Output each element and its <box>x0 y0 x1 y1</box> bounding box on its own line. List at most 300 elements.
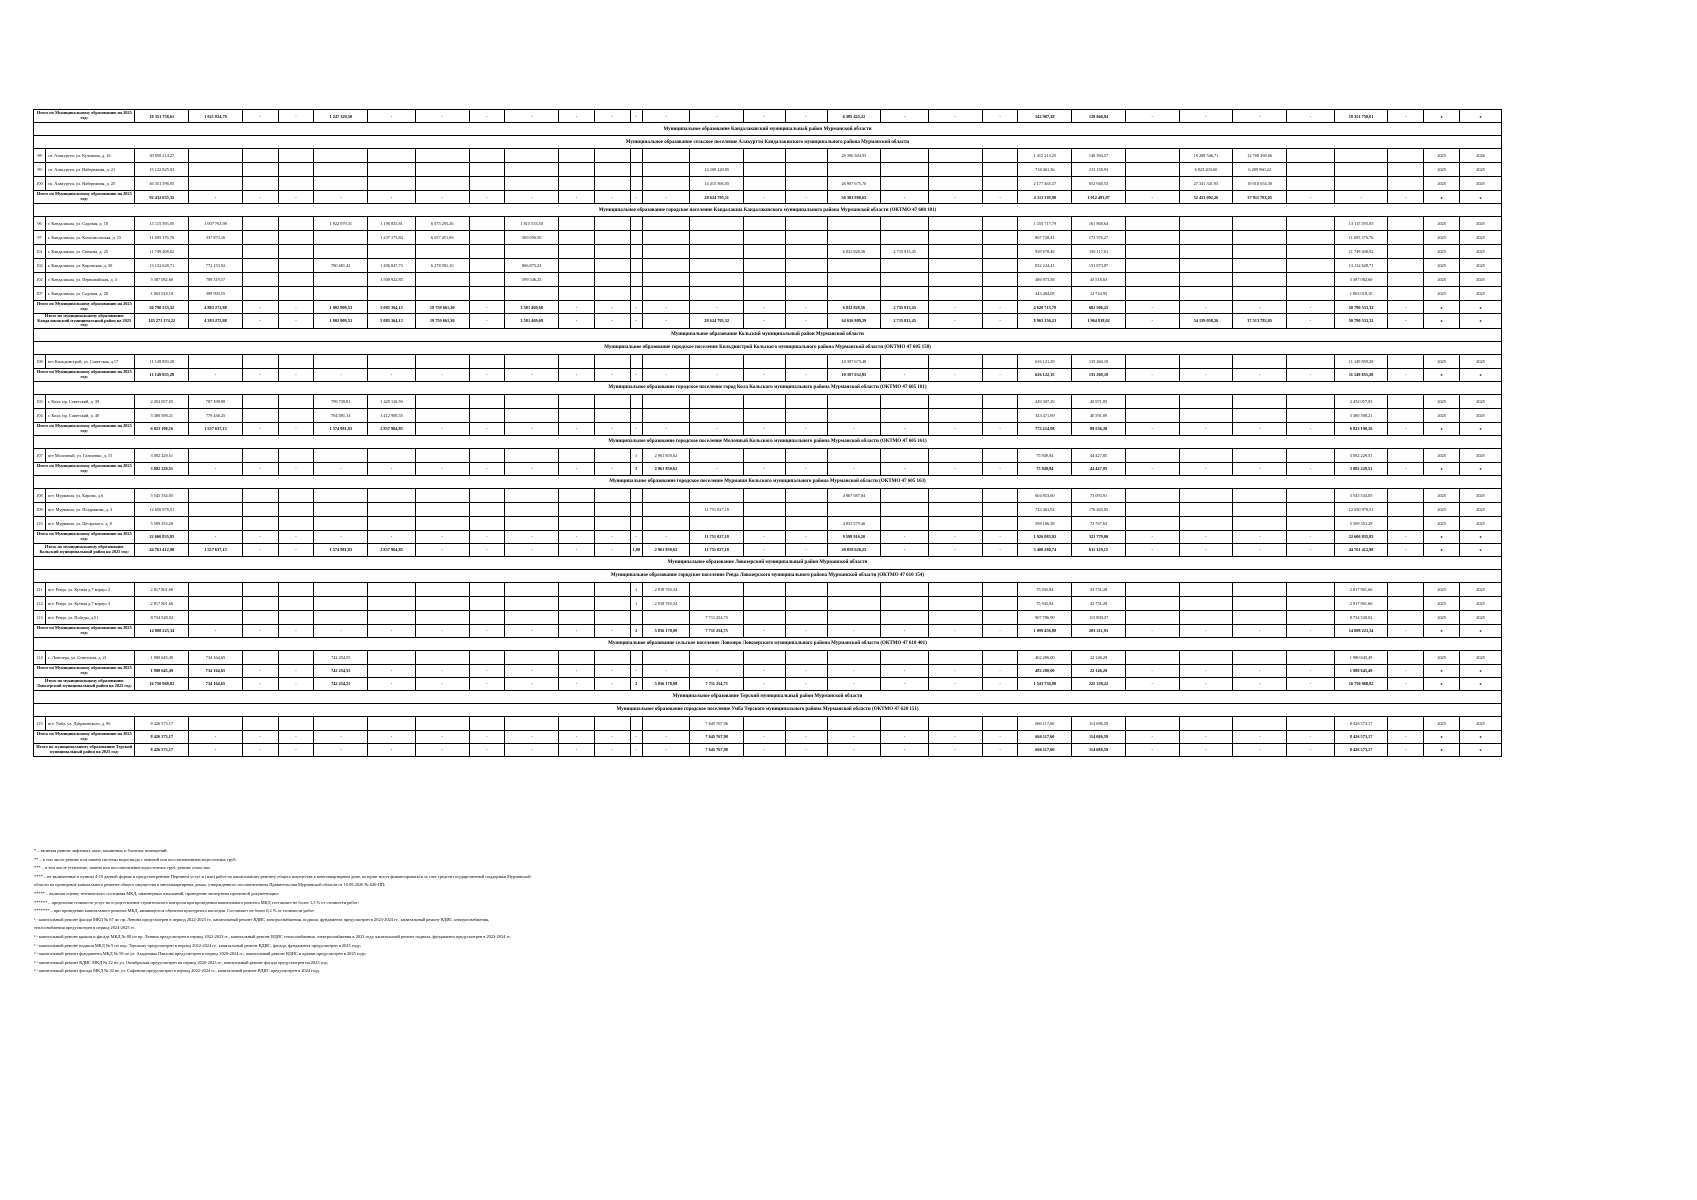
value-cell: - <box>594 368 630 381</box>
value-cell <box>278 217 314 231</box>
value-cell: х <box>1460 110 1502 123</box>
value-cell <box>1125 488 1179 502</box>
value-cell: - <box>278 677 314 690</box>
value-cell: 11 149 859,28 <box>1334 354 1388 368</box>
value-cell: 5 380 398,21 <box>1334 408 1388 422</box>
value-cell <box>314 448 368 462</box>
subtotal-row <box>34 314 1502 329</box>
value-cell <box>1388 516 1424 530</box>
value-cell <box>630 287 642 301</box>
value-cell: 2025 <box>1460 516 1502 530</box>
value-cell <box>928 408 982 422</box>
value-cell: х <box>1460 462 1502 475</box>
value-cell <box>827 502 881 516</box>
value-cell <box>827 448 881 462</box>
value-cell: 907 786,90 <box>1018 610 1072 624</box>
value-cell <box>881 273 929 287</box>
value-cell <box>744 596 786 610</box>
value-cell: 1 012 493,97 <box>1072 191 1126 204</box>
value-cell <box>314 610 368 624</box>
subtotal-label: Итого по муниципальному образованию Терский муниципальный район на 2025 год: <box>34 743 135 756</box>
value-cell: 789 319,57 <box>189 273 243 287</box>
value-cell <box>1388 163 1424 177</box>
value-cell <box>1125 354 1179 368</box>
value-cell: 3 082 229,51 <box>1334 448 1388 462</box>
value-cell: 43 751,28 <box>1072 582 1126 596</box>
value-cell <box>368 596 416 610</box>
value-cell: - <box>744 191 786 204</box>
value-cell: 11 149 855,28 <box>1334 368 1388 381</box>
table-row <box>34 516 1502 530</box>
subtotal-label: Итого по Муниципальному образованию на 2025 год: <box>34 664 135 677</box>
value-cell: 75 949,84 <box>1018 462 1072 475</box>
value-cell <box>559 394 595 408</box>
value-cell: - <box>1125 530 1179 543</box>
row-number-cell: 108 <box>34 354 46 368</box>
value-cell: - <box>1125 191 1179 204</box>
table-row <box>34 245 1502 259</box>
value-cell: 2025 <box>1460 177 1502 191</box>
value-cell <box>881 394 929 408</box>
value-cell: - <box>594 422 630 435</box>
value-cell: - <box>278 730 314 743</box>
value-cell <box>594 408 630 422</box>
value-cell: 6 289 960,22 <box>1233 163 1287 177</box>
value-cell <box>1125 610 1179 624</box>
value-cell: - <box>278 422 314 435</box>
value-cell <box>505 650 559 664</box>
value-cell <box>827 217 881 231</box>
value-cell: 46 351 596,05 <box>135 177 189 191</box>
value-cell: - <box>982 462 1018 475</box>
value-cell: - <box>1388 530 1424 543</box>
value-cell: - <box>314 530 368 543</box>
subtotal-row <box>34 624 1502 637</box>
value-cell: - <box>278 530 314 543</box>
value-cell: 939 678,48 <box>1018 245 1072 259</box>
value-cell: - <box>785 110 827 123</box>
value-cell <box>827 259 881 273</box>
value-cell: х <box>1460 314 1502 329</box>
value-cell: 7 711 254,75 <box>690 624 744 637</box>
value-cell: 12 650 978,51 <box>135 502 189 516</box>
value-cell: 2025 <box>1460 394 1502 408</box>
value-cell <box>1125 217 1179 231</box>
value-cell: 2025 <box>1424 716 1460 730</box>
value-cell <box>1179 394 1233 408</box>
value-cell <box>1388 149 1424 163</box>
value-cell <box>744 582 786 596</box>
value-cell <box>690 582 744 596</box>
value-cell <box>785 582 827 596</box>
value-cell <box>314 596 368 610</box>
value-cell <box>1388 610 1424 624</box>
value-cell: 2 <box>630 677 642 690</box>
value-cell: - <box>1179 301 1233 314</box>
value-cell: 150 117,61 <box>1072 245 1126 259</box>
value-cell: 176 265,85 <box>1072 502 1126 516</box>
value-cell <box>594 259 630 273</box>
section-title: Муниципальное образование городское поселение Молочный Кольского муниципального района Мурманской области (ОКТМО 47 605 161) <box>34 435 1502 448</box>
value-cell: 5 545 534,05 <box>135 488 189 502</box>
value-cell: 2 961 850,62 <box>642 543 690 556</box>
value-cell: 11 751 027,18 <box>690 543 744 556</box>
value-cell <box>785 163 827 177</box>
value-cell <box>314 716 368 730</box>
value-cell: - <box>278 301 314 314</box>
value-cell: 1 237 173,84 <box>368 231 416 245</box>
value-cell <box>1125 231 1179 245</box>
value-cell <box>415 516 469 530</box>
value-cell: 2 837 904,85 <box>368 543 416 556</box>
value-cell <box>559 582 595 596</box>
value-cell: - <box>744 664 786 677</box>
value-cell: 2025 <box>1424 502 1460 516</box>
row-number-cell: 109 <box>34 502 46 516</box>
value-cell: - <box>559 530 595 543</box>
value-cell: 37 911 783,05 <box>1233 191 1287 204</box>
value-cell: 6 575 295,26 <box>415 217 469 231</box>
value-cell <box>785 287 827 301</box>
footnote-line: теплоснабжения предусмотрен в период 2024-2025 гг. <box>34 925 135 931</box>
value-cell: - <box>690 664 744 677</box>
value-cell <box>368 502 416 516</box>
value-cell <box>314 354 368 368</box>
value-cell: - <box>827 730 881 743</box>
address-cell: пгт. Мурмаши, ул. Позднякова, д. 3 <box>45 502 135 516</box>
value-cell: 1 099 456,88 <box>1018 624 1072 637</box>
value-cell <box>642 610 690 624</box>
value-cell <box>1334 177 1388 191</box>
value-cell: - <box>642 530 690 543</box>
value-cell: 1 980 645,49 <box>135 664 189 677</box>
value-cell: 2025 <box>1424 163 1460 177</box>
value-cell: 13 115 595,05 <box>1334 217 1388 231</box>
row-number-cell: 110 <box>34 516 46 530</box>
value-cell: - <box>242 530 278 543</box>
value-cell <box>415 273 469 287</box>
value-cell: - <box>1233 624 1287 637</box>
value-cell <box>1125 163 1179 177</box>
value-cell: - <box>1179 743 1233 756</box>
value-cell: - <box>189 624 243 637</box>
value-cell: - <box>415 462 469 475</box>
value-cell: 7 711 254,75 <box>690 677 744 690</box>
value-cell: 8 426 573,17 <box>135 743 189 756</box>
value-cell <box>415 596 469 610</box>
value-cell <box>278 610 314 624</box>
value-cell: 1 425 116,59 <box>368 394 416 408</box>
value-cell: - <box>469 677 505 690</box>
value-cell: - <box>928 730 982 743</box>
value-cell <box>1287 516 1335 530</box>
value-cell: 12 744,95 <box>1072 287 1126 301</box>
value-cell: 19 759 661,20 <box>415 314 469 329</box>
address-cell: сп. Алакуртти, ул. Набережная, д. 25 <box>45 177 135 191</box>
section-header-row <box>34 569 1502 582</box>
value-cell: 2025 <box>1424 610 1460 624</box>
value-cell <box>630 650 642 664</box>
value-cell: 13 132 628,71 <box>135 259 189 273</box>
value-cell <box>642 163 690 177</box>
value-cell <box>278 177 314 191</box>
value-cell: - <box>630 530 642 543</box>
value-cell <box>594 394 630 408</box>
row-number-cell: 102 <box>34 273 46 287</box>
value-cell: 2025 <box>1460 408 1502 422</box>
row-number-cell: 100 <box>34 177 46 191</box>
value-cell <box>505 394 559 408</box>
value-cell: 92 432 635,35 <box>135 191 189 204</box>
address-cell: г. Кола, пр. Советский, д. 40 <box>45 408 135 422</box>
value-cell: - <box>1179 368 1233 381</box>
value-cell: - <box>642 368 690 381</box>
value-cell: - <box>469 314 505 329</box>
value-cell: 50 790 533,32 <box>1334 314 1388 329</box>
value-cell: 2025 <box>1424 287 1460 301</box>
value-cell: - <box>1287 743 1335 756</box>
value-cell <box>982 448 1018 462</box>
value-cell: 542 987,28 <box>1018 110 1072 123</box>
value-cell <box>189 716 243 730</box>
address-cell: г. Кандалакша, ул. Первомайская, д. 3 <box>45 273 135 287</box>
value-cell <box>242 582 278 596</box>
value-cell <box>559 448 595 462</box>
value-cell: - <box>690 368 744 381</box>
value-cell: - <box>785 543 827 556</box>
value-cell: 734 164,65 <box>189 664 243 677</box>
value-cell <box>827 408 881 422</box>
value-cell: х <box>1424 677 1460 690</box>
value-cell: 6 278 981,10 <box>415 259 469 273</box>
value-cell <box>1388 408 1424 422</box>
value-cell: 2025 <box>1460 582 1502 596</box>
table-row <box>34 149 1502 163</box>
value-cell <box>415 149 469 163</box>
value-cell: х <box>1424 314 1460 329</box>
value-cell: - <box>881 191 929 204</box>
value-cell <box>1287 488 1335 502</box>
value-cell <box>1179 650 1233 664</box>
value-cell: - <box>594 624 630 637</box>
value-cell: - <box>505 368 559 381</box>
value-cell: - <box>594 301 630 314</box>
value-cell: 2 918 765,34 <box>642 582 690 596</box>
row-number-cell: 107 <box>34 448 46 462</box>
value-cell: 75 949,84 <box>1018 448 1072 462</box>
value-cell <box>1179 502 1233 516</box>
value-cell: - <box>630 191 642 204</box>
value-cell: - <box>785 730 827 743</box>
subtotal-row <box>34 743 1502 756</box>
value-cell <box>1233 596 1287 610</box>
value-cell <box>785 448 827 462</box>
value-cell <box>785 610 827 624</box>
value-cell: 10 397 673,48 <box>827 354 881 368</box>
value-cell <box>928 516 982 530</box>
value-cell <box>469 354 505 368</box>
value-cell <box>1287 149 1335 163</box>
value-cell: - <box>928 664 982 677</box>
value-cell: - <box>642 422 690 435</box>
value-cell: 4 883 272,88 <box>189 301 243 314</box>
address-cell: сп. Алакуртти, ул. Кузьмина, д. 16 <box>45 149 135 163</box>
section-title: Муниципальное образование Ловозерский муниципальный район Мурманской области <box>34 556 1502 569</box>
value-cell: 6 832 828,56 <box>827 245 881 259</box>
value-cell <box>1287 650 1335 664</box>
value-cell: 9 598 916,20 <box>827 530 881 543</box>
section-title: Муниципальное образование Кольский муниципальный район Мурманской области <box>34 328 1502 341</box>
value-cell <box>594 217 630 231</box>
value-cell: - <box>928 462 982 475</box>
value-cell: - <box>314 191 368 204</box>
address-cell: г. Кандалакша, ул. Спекова, д. 25 <box>45 245 135 259</box>
value-cell: 2 <box>630 624 642 637</box>
value-cell <box>928 582 982 596</box>
value-cell <box>469 408 505 422</box>
value-cell: - <box>928 624 982 637</box>
value-cell <box>594 354 630 368</box>
value-cell <box>744 354 786 368</box>
value-cell <box>368 354 416 368</box>
value-cell: 75 945,84 <box>1018 582 1072 596</box>
value-cell <box>415 582 469 596</box>
value-cell: - <box>415 677 469 690</box>
value-cell <box>827 231 881 245</box>
value-cell <box>1125 582 1179 596</box>
value-cell: - <box>1233 301 1287 314</box>
value-cell <box>928 287 982 301</box>
value-cell <box>1125 502 1179 516</box>
value-cell: - <box>314 462 368 475</box>
subtotal-label: Итого по Муниципальному образованию на 2025 год: <box>34 191 135 204</box>
value-cell <box>1125 245 1179 259</box>
value-cell: 2025 <box>1460 231 1502 245</box>
subtotal-label: Итого по Муниципальному образованию на 2025 год: <box>34 110 135 123</box>
value-cell: - <box>559 191 595 204</box>
value-cell: - <box>827 462 881 475</box>
value-cell <box>928 217 982 231</box>
subtotal-label: Итого по Муниципальному образованию на 2025 год: <box>34 368 135 381</box>
value-cell: 14 209 229,05 <box>690 163 744 177</box>
value-cell <box>827 287 881 301</box>
value-cell <box>630 273 642 287</box>
value-cell: - <box>242 462 278 475</box>
value-cell: - <box>505 530 559 543</box>
value-cell: 1 541 736,88 <box>1018 677 1072 690</box>
value-cell: - <box>469 530 505 543</box>
section-header-row <box>34 637 1502 650</box>
value-cell <box>881 163 929 177</box>
value-cell: 867 728,41 <box>1018 231 1072 245</box>
value-cell <box>594 582 630 596</box>
value-cell <box>1179 354 1233 368</box>
capital-repair-table <box>33 109 1502 757</box>
value-cell <box>278 582 314 596</box>
value-cell: - <box>642 314 690 329</box>
value-cell <box>785 408 827 422</box>
value-cell: - <box>1125 677 1179 690</box>
value-cell <box>690 231 744 245</box>
value-cell: - <box>505 110 559 123</box>
value-cell: 5 545 534,05 <box>1334 488 1388 502</box>
value-cell: 151 873,87 <box>1072 259 1126 273</box>
value-cell <box>630 217 642 231</box>
value-cell <box>559 502 595 516</box>
value-cell: 8 426 573,17 <box>1334 730 1388 743</box>
value-cell: 599 546,25 <box>505 273 559 287</box>
value-cell: 14 415 566,05 <box>690 177 744 191</box>
value-cell: 772 153,92 <box>189 259 243 273</box>
value-cell <box>469 582 505 596</box>
value-cell <box>642 149 690 163</box>
address-cell: пгт. Мурмаши, ул. Цесарского, д. 8 <box>45 516 135 530</box>
value-cell: 2 961 850,62 <box>642 462 690 475</box>
value-cell <box>559 149 595 163</box>
value-cell: х <box>1460 530 1502 543</box>
value-cell <box>242 259 278 273</box>
value-cell: - <box>690 462 744 475</box>
value-cell <box>982 516 1018 530</box>
value-cell: 135 260,18 <box>1072 354 1126 368</box>
value-cell <box>505 516 559 530</box>
row-number-cell: 98 <box>34 149 46 163</box>
value-cell: 18 351 758,61 <box>1334 110 1388 123</box>
value-cell: - <box>1125 314 1179 329</box>
value-cell: - <box>785 530 827 543</box>
value-cell <box>642 231 690 245</box>
value-cell <box>630 716 642 730</box>
address-cell: пгт. Ревда, ул. Кутнаа д.7 корпус 4 <box>45 596 135 610</box>
value-cell <box>881 217 929 231</box>
value-cell <box>469 287 505 301</box>
value-cell: 1 574 981,83 <box>314 543 368 556</box>
value-cell: 2025 <box>1424 245 1460 259</box>
value-cell <box>982 163 1018 177</box>
value-cell: - <box>982 530 1018 543</box>
value-cell <box>189 245 243 259</box>
value-cell: 1 557 637,13 <box>189 422 243 435</box>
value-cell <box>559 177 595 191</box>
value-cell <box>928 650 982 664</box>
value-cell: - <box>415 543 469 556</box>
footnote-line: ⁶ - капитальный ремонт фасада МКД № 32 по ул. Сафонова предусмотрен в период 2022-2024 гг., капитальный ремонт ВДИС предусмотрен в 2024 году. <box>34 968 320 974</box>
value-cell: х <box>1424 664 1460 677</box>
value-cell <box>505 716 559 730</box>
value-cell: х <box>1460 422 1502 435</box>
value-cell <box>505 163 559 177</box>
value-cell <box>469 394 505 408</box>
value-cell: 11 695 376,76 <box>1334 231 1388 245</box>
value-cell <box>1287 394 1335 408</box>
value-cell: 114 686,59 <box>1072 730 1126 743</box>
value-cell <box>1287 610 1335 624</box>
value-cell <box>415 394 469 408</box>
value-cell: - <box>505 191 559 204</box>
value-cell: 2025 <box>1460 259 1502 273</box>
value-cell <box>642 488 690 502</box>
table-row <box>34 354 1502 368</box>
value-cell: - <box>1179 624 1233 637</box>
section-title: Муниципальное образование городское поселение Кандалакша Кандалакшского муниципального района Мурманской области (ОКТМО 47 608 101) <box>34 204 1502 217</box>
value-cell: 18 351 758,61 <box>135 110 189 123</box>
value-cell <box>469 516 505 530</box>
value-cell <box>928 273 982 287</box>
value-cell: 213 158,93 <box>1072 163 1126 177</box>
value-cell <box>928 245 982 259</box>
value-cell: 2025 <box>1424 448 1460 462</box>
value-cell: - <box>982 110 1018 123</box>
